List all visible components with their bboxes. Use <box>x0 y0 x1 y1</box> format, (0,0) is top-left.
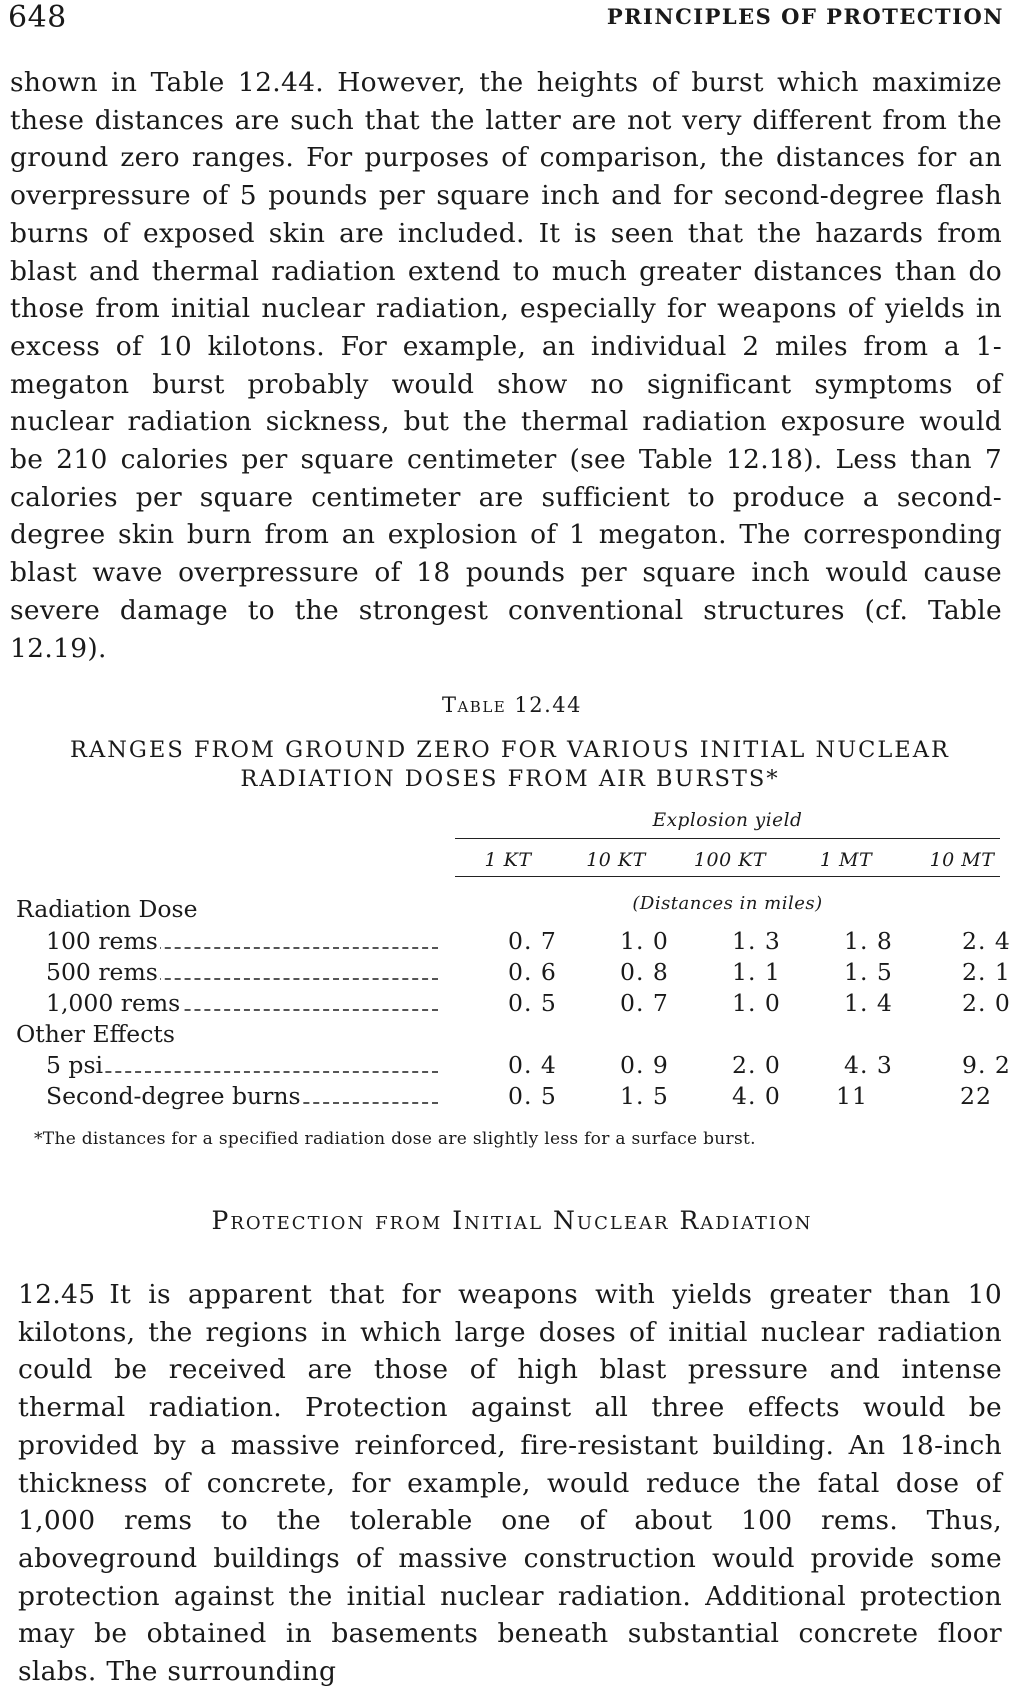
paragraph-number: 12.45 <box>18 1279 96 1310</box>
table-cell: 0. 4 <box>508 1051 557 1079</box>
table-cell: 0. 9 <box>620 1051 669 1079</box>
body-paragraph <box>10 64 1002 667</box>
column-header: 10 KT <box>586 849 646 871</box>
table-cell: 1. 0 <box>620 927 669 955</box>
table-cell: 22 <box>960 1082 992 1110</box>
table-cell: 0. 5 <box>508 989 557 1017</box>
table-cell: 4. 0 <box>732 1082 781 1110</box>
paragraph-text: shown in Table 12.44. However, the heights of burst which maximize these distances are such that the latter are not very different from the ground zero ranges. For purposes of comparison, the distances for an overpressure of 5 pounds per square inch and for second-degree flash burns of exposed skin are included. It is seen that the hazards from blast and thermal radiation extend to much greater distances than do those from initial nuclear radiation, especially for weapons of yields in excess of 10 kilotons. For example, an individual 2 miles from a 1-megaton burst probably would show no significant symptoms of nuclear radiation sickness, but the thermal radiation exposure would be 210 calories per square centimeter (see Table 12.18). Less than 7 calories per square centimeter are sufficient to produce a second-degree skin burn from an explosion of 1 megaton. The corresponding blast wave overpressure of 18 pounds per square inch would cause severe damage to the strongest conventional structures (cf. Table 12.19). <box>10 67 1002 664</box>
table-cell: 1. 8 <box>844 927 893 955</box>
table-cell: 2. 0 <box>962 989 1011 1017</box>
table-cell: 1. 4 <box>844 989 893 1017</box>
row-label-text: 5 psi <box>46 1051 104 1079</box>
table-row-label <box>46 1051 438 1079</box>
column-header: 100 KT <box>693 849 767 871</box>
paragraph-text: It is apparent that for weapons with yields greater than 10 kilotons, the regions in which large doses of initial nuclear radiation could be received are those of high blast pressure and intense thermal radiation. Protection against all three effects would be provided by a massive reinforced, fire-resistant building. An 18-inch thickness of concrete, for example, would reduce the fatal dose of 1,000 rems to the tolerable one of about 100 rems. Thus, aboveground buildings of massive construction would provide some protection against the initial nuclear radiation. Additional protection may be obtained in basements beneath substantial concrete floor slabs. The surrounding <box>18 1279 1002 1688</box>
table-row-label <box>46 1082 438 1110</box>
table-cell: 2. 4 <box>962 927 1011 955</box>
row-label-text: Second-degree burns <box>46 1082 301 1110</box>
table-cell: 0. 6 <box>508 958 557 986</box>
table-cell: 0. 7 <box>508 927 557 955</box>
row-group-heading: Radiation Dose <box>16 895 198 923</box>
table-cell: 0. 7 <box>620 989 669 1017</box>
row-label-text: 500 rems <box>46 958 158 986</box>
table-cell: 11 <box>836 1082 868 1110</box>
row-label-text: 100 rems <box>46 927 158 955</box>
table-row-label <box>46 927 438 955</box>
running-head: PRINCIPLES OF PROTECTION <box>606 4 1004 29</box>
body-paragraph <box>18 1276 1002 1691</box>
table-caption <box>10 736 1010 794</box>
table-cell: 2. 0 <box>732 1051 781 1079</box>
table-rule <box>455 838 1000 839</box>
row-group-heading: Other Effects <box>16 1020 175 1048</box>
row-label-text: 1,000 rems <box>46 989 181 1017</box>
column-header: 1 MT <box>819 849 873 871</box>
table-cell: 1. 5 <box>844 958 893 986</box>
page-number: 648 <box>8 0 67 35</box>
table-cell: 1. 5 <box>620 1082 669 1110</box>
table-cell: 4. 3 <box>844 1051 893 1079</box>
table-cell: 1. 3 <box>732 927 781 955</box>
table-caption-line: RADIATION DOSES FROM AIR BURSTS* <box>240 766 780 792</box>
table-row-label <box>46 958 438 986</box>
table-cell: 1. 0 <box>732 989 781 1017</box>
page-header <box>8 0 1004 40</box>
table-row-label <box>46 989 438 1017</box>
table-cell: 9. 2 <box>962 1051 1011 1079</box>
table-cell: 2. 1 <box>962 958 1011 986</box>
column-header: 1 KT <box>484 849 532 871</box>
table-cell: 0. 8 <box>620 958 669 986</box>
table-rule <box>455 876 1000 877</box>
table-footnote: *The distances for a specified radiation dose are slightly less for a surface burst. <box>34 1129 756 1149</box>
column-header: 10 MT <box>929 849 995 871</box>
table-caption-line: RANGES FROM GROUND ZERO FOR VARIOUS INITIAL NUCLEAR <box>70 737 950 763</box>
table-units: (Distances in miles) <box>632 893 823 914</box>
section-heading: Protection from Initial Nuclear Radiation <box>211 1206 813 1235</box>
table-cell: 0. 5 <box>508 1082 557 1110</box>
table-cell: 1. 1 <box>732 958 781 986</box>
column-spanner: Explosion yield <box>652 810 803 831</box>
table-label: Table 12.44 <box>441 693 583 717</box>
